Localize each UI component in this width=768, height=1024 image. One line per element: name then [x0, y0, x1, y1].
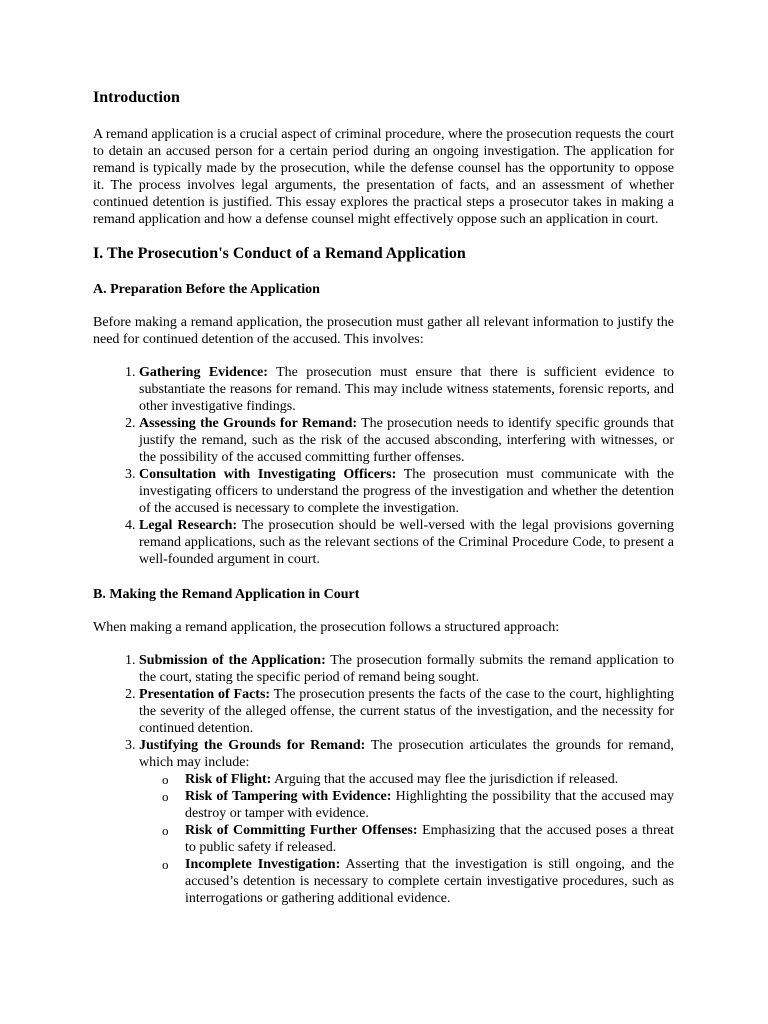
sublist-item: [185, 822, 674, 856]
court-application-list: [93, 652, 674, 907]
item-term: Justifying the Grounds for Remand:: [139, 738, 366, 753]
section-1-heading: I. The Prosecution's Conduct of a Remand Application: [93, 245, 466, 262]
list-item: [139, 737, 674, 907]
intro-paragraph: A remand application is a crucial aspect of criminal procedure, where the prosecution requests the court to detain an accused person for a certain period during an ongoing investigation. The application for remand is typically made by the prosecution, while the defense counsel has the opportunity to oppose it. The process involves legal arguments, the presentation of facts, and an assessment of whether continued detention is justified. This essay explores the practical steps a prosecutor takes in making a remand application and how a defense counsel might effectively oppose such an application in court.: [93, 127, 674, 227]
item-text: The prosecution formally submits the remand application to the court, stating the specific period of remand being sought.: [139, 653, 675, 685]
item-text: The prosecution needs to identify specific grounds that justify the remand, such as the risk of the accused absconding, interfering with witnesses, or the possibility of the accused committing further offenses.: [139, 416, 675, 465]
list-item: [139, 517, 674, 568]
subitem-text: Arguing that the accused may flee the jurisdiction if released.: [274, 772, 619, 787]
sublist-item: [185, 771, 674, 788]
item-text: The prosecution must ensure that there is sufficient evidence to substantiate the reasons for remand. This may include witness statements, forensic reports, and other investigative findings.: [139, 365, 674, 414]
subitem-text: Emphasizing that the accused poses a threat to public safety if released.: [185, 823, 674, 855]
list-item: [139, 415, 674, 466]
subsection-a-intro: Before making a remand application, the prosecution must gather all relevant information to justify the need for continued detention of the accused. This involves:: [93, 315, 674, 347]
intro-heading: Introduction: [93, 89, 180, 106]
subsection-a-heading: A. Preparation Before the Application: [93, 282, 320, 297]
item-term: Legal Research:: [139, 518, 238, 533]
list-item: [139, 686, 674, 737]
grounds-sublist: [139, 771, 674, 907]
item-text: The prosecution should be well-versed with the legal provisions governing remand applications, such as the relevant sections of the Criminal Procedure Code, to present a well-founded argument in court.: [139, 518, 674, 567]
item-term: Submission of the Application:: [139, 653, 326, 668]
item-term: Presentation of Facts:: [139, 687, 271, 702]
list-item: [139, 364, 674, 415]
subitem-term: Risk of Tampering with Evidence:: [185, 789, 392, 804]
item-term: Assessing the Grounds for Remand:: [139, 416, 358, 431]
subsection-b-intro: When making a remand application, the prosecution follows a structured approach:: [93, 620, 560, 635]
item-term: Gathering Evidence:: [139, 365, 268, 380]
subsection-b-heading: B. Making the Remand Application in Court: [93, 587, 360, 602]
list-item: [139, 466, 674, 517]
subitem-text: Asserting that the investigation is still ongoing, and the accused’s detention is necessary to complete certain investigative procedures, such as interrogations or gathering additional evidence.: [185, 857, 675, 906]
subitem-term: Incomplete Investigation:: [185, 857, 341, 872]
sublist-item: [185, 788, 674, 822]
item-text: The prosecution presents the facts of the case to the court, highlighting the severity of the alleged offense, the current status of the investigation, and the necessity for continued detention.: [139, 687, 674, 736]
sublist-item: [185, 856, 674, 907]
subitem-term: Risk of Flight:: [185, 772, 272, 787]
preparation-list: [93, 364, 674, 568]
item-term: Consultation with Investigating Officers:: [139, 467, 397, 482]
subitem-text: Highlighting the possibility that the accused may destroy or tamper with evidence.: [185, 789, 675, 821]
subitem-term: Risk of Committing Further Offenses:: [185, 823, 418, 838]
list-item: [139, 652, 674, 686]
item-text: The prosecution articulates the grounds for remand, which may include:: [139, 738, 675, 770]
item-text: The prosecution must communicate with the investigating officers to understand the progress of the investigation and whether the detention of the accused is necessary to complete the investigation.: [139, 467, 674, 516]
